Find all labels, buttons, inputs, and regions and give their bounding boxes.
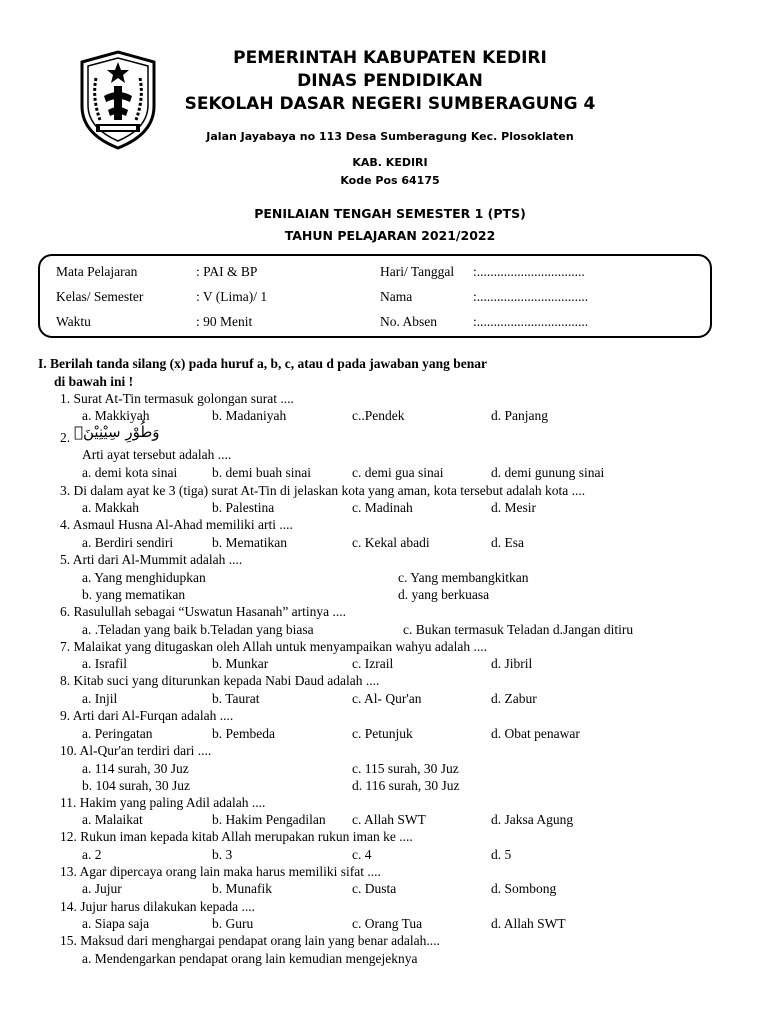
option-c: c. demi gua sinai: [352, 465, 444, 480]
option-a: a. Siapa saja: [82, 916, 150, 931]
question-text: 15. Maksud dari menghargai pendapat orang lain yang benar adalah....: [60, 933, 440, 948]
option-b: b. Madaniyah: [212, 408, 287, 423]
option-b: b. yang mematikan: [82, 587, 186, 602]
question-text: 13. Agar dipercaya orang lain maka harus memiliki sifat ....: [60, 864, 381, 879]
option-a: a. 2: [82, 847, 102, 862]
option-a: a. Berdiri sendiri: [82, 535, 174, 550]
question-text: 12. Rukun iman kepada kitab Allah merupakan rukun iman ke ....: [60, 829, 413, 844]
option-d: d. Esa: [491, 535, 524, 550]
question-text: 14. Jujur harus dilakukan kepada ....: [60, 899, 255, 914]
class-label: Kelas/ Semester: [56, 289, 144, 304]
option-c: c. 4: [352, 847, 372, 862]
option-c: c. Izrail: [352, 656, 394, 671]
header-regency: KAB. KEDIRI: [352, 156, 428, 169]
student-info-box: [38, 254, 712, 338]
option-d: d. Obat penawar: [491, 726, 580, 741]
exam-title: PENILAIAN TENGAH SEMESTER 1 (PTS): [254, 206, 526, 221]
day-label: Hari/ Tanggal: [380, 264, 455, 279]
option-d: d. Zabur: [491, 691, 537, 706]
question-text: 6. Rasulullah sebagai “Uswatun Hasanah” artinya ....: [60, 604, 347, 619]
question-text: 5. Arti dari Al-Mummit adalah ....: [60, 552, 243, 567]
option-a: a. Malaikat: [82, 812, 143, 827]
option-d: d. Panjang: [491, 408, 548, 423]
name-label: Nama: [380, 289, 413, 304]
question-text: 4. Asmaul Husna Al-Ahad memiliki arti ....: [60, 517, 293, 532]
option-c: c. Madinah: [352, 500, 413, 515]
option-d: d. 5: [491, 847, 512, 862]
option-a: a. demi kota sinai: [82, 465, 178, 480]
absen-label: No. Absen: [380, 314, 437, 329]
question-text: 10. Al-Qur'an terdiri dari ....: [60, 743, 212, 758]
option-b: b. Palestina: [212, 500, 275, 515]
option-c: c. Dusta: [352, 881, 397, 896]
option-a: a. 114 surah, 30 Juz: [82, 761, 189, 776]
option-d: d. 116 surah, 30 Juz: [352, 778, 460, 793]
question-text: 11. Hakim yang paling Adil adalah ....: [60, 795, 266, 810]
option-b: b. Guru: [212, 916, 254, 931]
time-label: Waktu: [56, 314, 91, 329]
option-b: b. Munafik: [212, 881, 272, 896]
arabic-verse: وَطُوْرِ سِيْنِيْنَۙ: [74, 423, 160, 441]
option-d: d. Jibril: [491, 656, 533, 671]
question-text: 9. Arti dari Al-Furqan adalah ....: [60, 708, 234, 723]
exam-year: TAHUN PELAJARAN 2021/2022: [284, 228, 496, 243]
question-text: 1. Surat At-Tin termasuk golongan surat ....: [60, 391, 294, 406]
option-a: a. Jujur: [82, 881, 122, 896]
question-text: 3. Di dalam ayat ke 3 (tiga) surat At-Tin di jelaskan kota yang aman, kota tersebut adalah kota ....: [60, 483, 586, 498]
instruction-line-2: di bawah ini !: [54, 374, 134, 389]
option-c: c. Petunjuk: [352, 726, 413, 741]
option-d: d. demi gunung sinai: [491, 465, 605, 480]
option-d: d. Allah SWT: [491, 916, 566, 931]
header-address: Jalan Jayabaya no 113 Desa Sumberagung Kec. Plosoklaten: [206, 130, 574, 143]
option-c: c. Allah SWT: [352, 812, 426, 827]
option-c: c. Orang Tua: [352, 916, 423, 931]
header-department: DINAS PENDIDIKAN: [297, 71, 483, 91]
option-a: a. Makkiyah: [82, 408, 150, 423]
option-d: d. Sombong: [491, 881, 557, 896]
option-c: c. Yang membangkitkan: [398, 570, 529, 585]
option-b: b. Pembeda: [212, 726, 275, 741]
option-b: b. Hakim Pengadilan: [212, 812, 326, 827]
option-b: b. 104 surah, 30 Juz: [82, 778, 190, 793]
option-c: c..Pendek: [352, 408, 405, 423]
absen-field[interactable]: :.................................: [473, 314, 589, 329]
option-d: d. Mesir: [491, 500, 536, 515]
class-value: : V (Lima)/ 1: [196, 289, 268, 304]
question-text: 7. Malaikat yang ditugaskan oleh Allah untuk menyampaikan wahyu adalah ....: [60, 639, 488, 654]
options-a-b: a. .Teladan yang baik b.Teladan yang biasa: [82, 622, 314, 637]
option-c: c. Al- Qur'an: [352, 691, 422, 706]
options-c-d: c. Bukan termasuk Teladan d.Jangan ditiru: [403, 622, 634, 637]
option-a: a. Mendengarkan pendapat orang lain kemudian mengejeknya: [82, 951, 418, 966]
day-field[interactable]: :................................: [473, 264, 585, 279]
time-value: : 90 Menit: [196, 314, 253, 329]
header-government: PEMERINTAH KABUPATEN KEDIRI: [233, 48, 547, 68]
option-a: a. Makkah: [82, 500, 139, 515]
option-c: c. Kekal abadi: [352, 535, 430, 550]
option-a: a. Israfil: [82, 656, 127, 671]
header-school-name: SEKOLAH DASAR NEGERI SUMBERAGUNG 4: [184, 94, 596, 114]
option-b: b. demi buah sinai: [212, 465, 311, 480]
kediri-regency-emblem: [72, 48, 164, 152]
option-b: b. 3: [212, 847, 233, 862]
header-postal-code: Kode Pos 64175: [340, 174, 440, 187]
instruction-line-1: I. Berilah tanda silang (x) pada huruf a, b, c, atau d pada jawaban yang benar: [38, 356, 487, 371]
option-d: d. Jaksa Agung: [491, 812, 574, 827]
option-b: b. Taurat: [212, 691, 260, 706]
question-text: Arti ayat tersebut adalah ....: [82, 447, 232, 462]
subject-value: : PAI & BP: [196, 264, 258, 279]
question-text: 8. Kitab suci yang diturunkan kepada Nabi Daud adalah ....: [60, 673, 380, 688]
option-a: a. Injil: [82, 691, 118, 706]
option-b: b. Munkar: [212, 656, 269, 671]
question-number: 2.: [60, 430, 71, 445]
option-c: c. 115 surah, 30 Juz: [352, 761, 459, 776]
option-d: d. yang berkuasa: [398, 587, 490, 602]
option-a: a. Yang menghidupkan: [82, 570, 206, 585]
option-a: a. Peringatan: [82, 726, 153, 741]
subject-label: Mata Pelajaran: [56, 264, 138, 279]
name-field[interactable]: :.................................: [473, 289, 589, 304]
option-b: b. Mematikan: [212, 535, 287, 550]
